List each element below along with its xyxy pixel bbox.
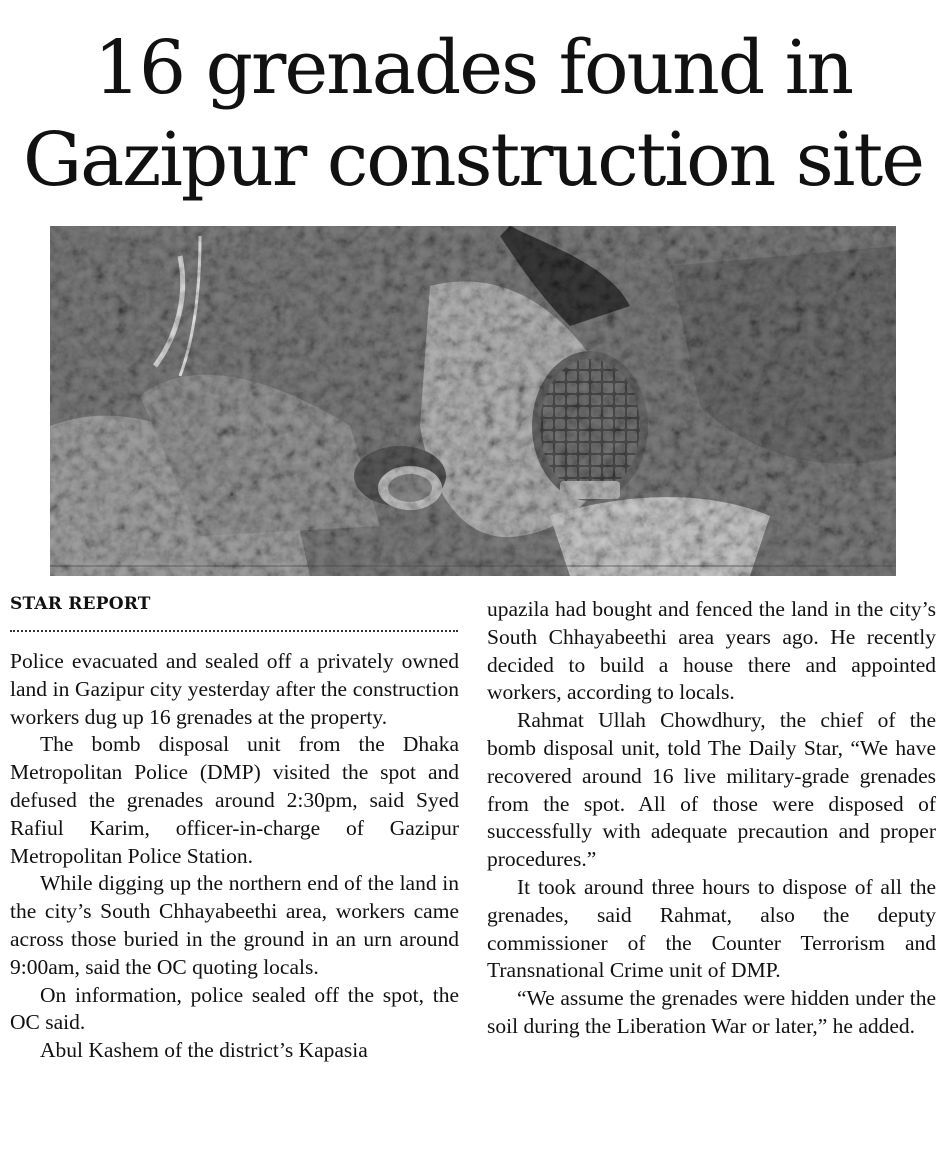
article-column-2: [487, 596, 936, 1041]
headline-line-1: 16 grenades found in: [93, 25, 853, 111]
paragraph: “We assume the grenades were hidden under the soil during the Liberation War or later,” he added.: [487, 986, 936, 1038]
byline: STAR REPORT: [10, 594, 151, 614]
paragraph: Abul Kashem of the district’s Kapasia: [40, 1038, 368, 1063]
paragraph: Police evacuated and sealed off a privately owned land in Gazipur city yesterday after the construction workers dug up 16 grenades at the property.: [10, 649, 459, 729]
article-column-1: [10, 648, 459, 1065]
headline-line-2: Gazipur construction site: [23, 117, 923, 203]
headline: [0, 22, 946, 206]
paragraph: On information, police sealed off the spot, the OC said.: [10, 982, 459, 1035]
grenades-in-soil-icon: [50, 226, 896, 576]
paragraph: upazila had bought and fenced the land in the city’s South Chhayabeethi area years ago. He recently decided to build a house there and appointed workers, according to locals.: [487, 597, 936, 705]
paragraph: Rahmat Ullah Chowdhury, the chief of the bomb disposal unit, told The Daily Star, “We have recovered around 16 live military-grade grenades from the spot. All of those were disposed of successfully with adequate precaution and proper procedures.”: [487, 708, 936, 872]
byline-divider: [10, 630, 458, 632]
paragraph: The bomb disposal unit from the Dhaka Metropolitan Police (DMP) visited the spot and defused the grenades around 2:30pm, said Syed Rafiul Karim, officer-in-charge of Gazipur Metropolitan Police Station.: [10, 732, 459, 868]
news-photo: [50, 226, 896, 576]
paragraph: It took around three hours to dispose of all the grenades, said Rahmat, also the deputy commissioner of the Counter Terrorism and Transnational Crime unit of DMP.: [487, 874, 936, 983]
paragraph: While digging up the northern end of the land in the city’s South Chhayabeethi area, workers came across those buried in the ground in an urn around 9:00am, said the OC quoting locals.: [10, 871, 459, 979]
